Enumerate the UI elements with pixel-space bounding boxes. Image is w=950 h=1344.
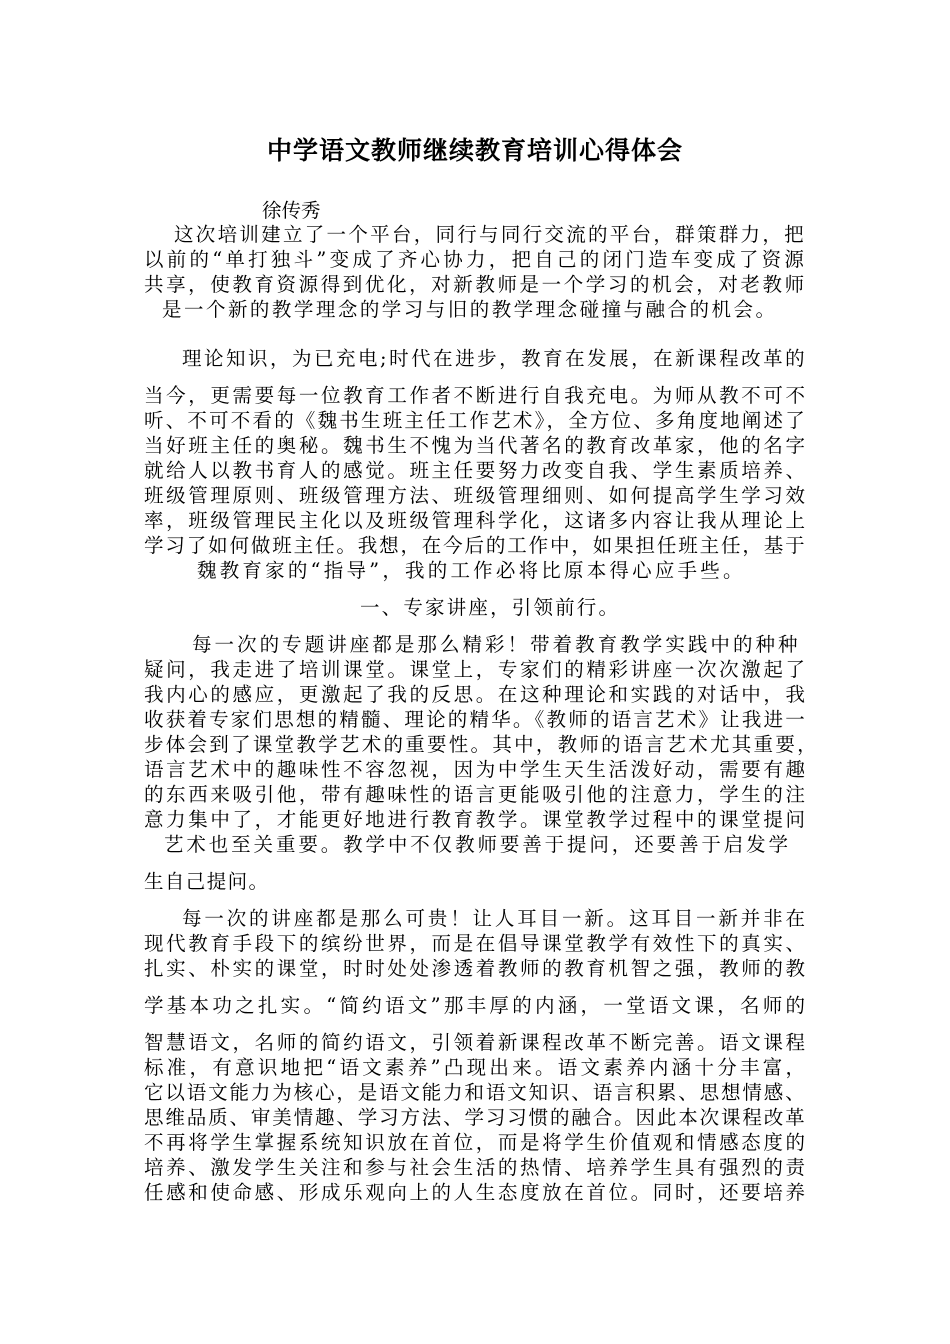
author-name: 徐传秀: [262, 199, 321, 222]
paragraph-line: 每一次的讲座都是那么可贵！让人耳目一新。这耳目一新并非在: [182, 907, 808, 930]
section-heading: 一、专家讲座，引领前行。: [360, 596, 621, 619]
paragraph-line: 收获着专家们思想的精髓、理论的精华。《教师的语言艺术》让我进一: [144, 708, 807, 731]
paragraph-line: 意力集中了，才能更好地进行教育教学。课堂教学过程中的课堂提问: [144, 808, 808, 831]
paragraph-line: 扎实、朴实的课堂，时时处处渗透着教师的教育机智之强，教师的教: [144, 957, 808, 980]
paragraph-line: 以前的“单打独斗”变成了齐心协力，把自己的闭门造车变成了资源: [144, 248, 808, 271]
paragraph-line: 任感和使命感、形成乐观向上的人生态度放在首位。同时，还要培养: [144, 1181, 808, 1204]
document-title: 中学语文教师继续教育培训心得体会: [266, 136, 683, 165]
paragraph-line: 标准，有意识地把“语文素养”凸现出来。语文素养内涵十分丰富，: [144, 1056, 809, 1079]
paragraph-line: 步体会到了课堂教学艺术的重要性。其中，教师的语言艺术尤其重要，: [144, 733, 819, 756]
paragraph-line: 班级管理原则、班级管理方法、班级管理细则、如何提高学生学习效: [144, 484, 808, 507]
paragraph-line: 理论知识，为已充电;时代在进步，教育在发展，在新课程改革的: [182, 347, 808, 370]
paragraph-line: 是一个新的教学理念的学习与旧的教学理念碰撞与融合的机会。: [162, 298, 778, 321]
paragraph-line: 共享，使教育资源得到优化，对新教师是一个学习的机会，对老教师: [144, 273, 807, 296]
paragraph-line: 智慧语文，名师的简约语文，引领着新课程改革不断完善。语文课程: [144, 1031, 808, 1054]
paragraph-line: 学习了如何做班主任。我想，在今后的工作中，如果担任班主任，基于: [144, 534, 807, 557]
paragraph-line: 率，班级管理民主化以及班级管理科学化，这诸多内容让我从理论上: [144, 509, 808, 532]
paragraph-line: 当今，更需要每一位教育工作者不断进行自我充电。为师从教不可不: [144, 384, 808, 407]
paragraph-line: 生自己提问。: [144, 870, 270, 893]
paragraph-line: 就给人以教书育人的感觉。班主任要努力改变自我、学生素质培养、: [144, 459, 808, 482]
paragraph-line: 每一次的专题讲座都是那么精彩！带着教育教学实践中的种种: [192, 633, 801, 656]
paragraph-line: 疑问，我走进了培训课堂。课堂上，专家们的精彩讲座一次次激起了: [144, 658, 808, 681]
paragraph-line: 学基本功之扎实。“简约语文”那丰厚的内涵，一堂语文课，名师的: [144, 994, 809, 1017]
paragraph-line: 不再将学生掌握系统知识放在首位，而是将学生价值观和情感态度的: [144, 1131, 808, 1154]
paragraph-line: 魏教育家的“指导”，我的工作必将比原本得心应手些。: [197, 559, 746, 582]
paragraph-line: 我内心的感应，更激起了我的反思。在这种理论和实践的对话中，我: [144, 683, 808, 706]
paragraph-line: 当好班主任的奥秘。魏书生不愧为当代著名的教育改革家，他的名字: [144, 434, 808, 457]
paragraph-line: 思维品质、审美情趣、学习方法、学习习惯的融合。因此本次课程改革: [144, 1106, 807, 1129]
paragraph-line: 这次培训建立了一个平台，同行与同行交流的平台，群策群力，把: [174, 223, 806, 246]
paragraph-line: 听、不可不看的《魏书生班主任工作艺术》，全方位、多角度地阐述了: [144, 409, 807, 432]
paragraph-line: 现代教育手段下的缤纷世界，而是在倡导课堂教学有效性下的真实、: [144, 932, 808, 955]
paragraph-line: 语言艺术中的趣味性不容忽视，因为中学生天生活泼好动，需要有趣: [144, 758, 808, 781]
paragraph-line: 它以语文能力为核心，是语文能力和语文知识、语言积累、思想情感、: [144, 1081, 807, 1104]
paragraph-line: 的东西来吸引他，带有趣味性的语言更能吸引他的注意力，学生的注: [144, 783, 808, 806]
paragraph-line: 培养、激发学生关注和参与社会生活的热情、培养学生具有强烈的责: [144, 1156, 808, 1179]
paragraph-line: 艺术也至关重要。教学中不仅教师要善于提问，还要善于启发学: [164, 833, 791, 856]
